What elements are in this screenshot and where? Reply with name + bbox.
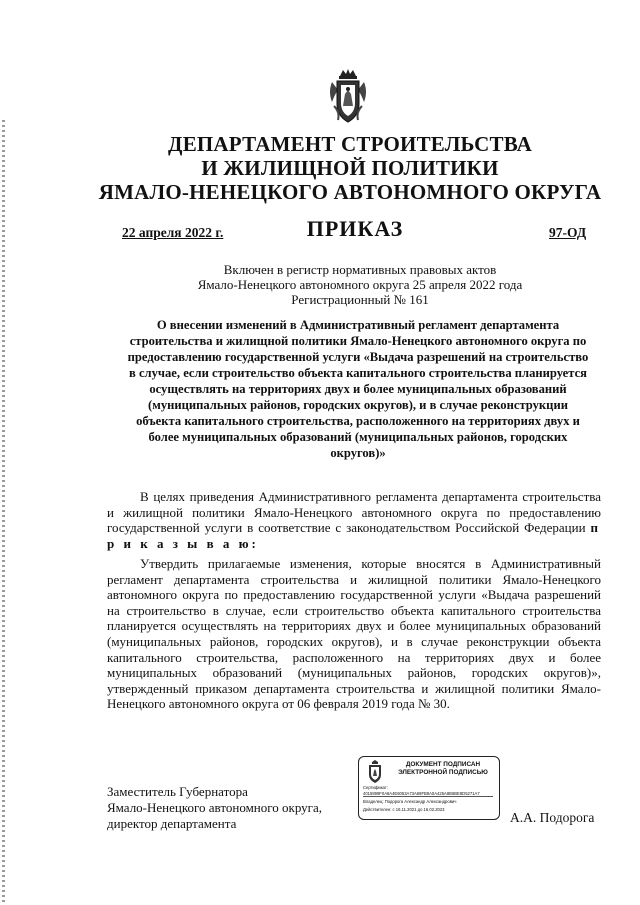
order-title: ПРИКАЗ [306, 216, 404, 241]
subject-line-3: предоставлению государственной услуги «Выдача разрешений на строительство [127, 350, 589, 364]
stamp-certificate-id: 4015899F0A8A4E6053A73A68FB8A0A425A8B6BE8D5271A7 [363, 791, 480, 796]
preamble-paragraph [107, 489, 601, 551]
stamp-header-1: ДОКУМЕНТ ПОДПИСАН [405, 761, 481, 768]
order-number: 97-ОД [549, 225, 587, 240]
registration-line-2: Ямало-Ненецкого автономного округа 25 апреля 2022 года [197, 277, 523, 292]
department-name-line-2: И ЖИЛИЩНОЙ ПОЛИТИКИ [201, 156, 499, 180]
department-name-line-3: ЯМАЛО-НЕНЕЦКОГО АВТОНОМНОГО ОКРУГА [98, 180, 602, 204]
preamble-text: В целях приведения Административного регламента департамента строительства и жилищной политики Ямало-Ненецкого автономного округа по предоставлению государственной услуги в соответствие с законодательством Российской Федерации [107, 489, 601, 536]
registration-line-3: Регистрационный № 161 [291, 292, 429, 307]
subject-line-2: строительства и жилищной политики Ямало-Ненецкого автономного округа по [129, 334, 587, 348]
subject-line-7: объекта капитального строительства, расположенного на территориях двух и [136, 414, 580, 428]
subject-line-1: О внесении изменений в Административный регламент департамента [156, 318, 560, 332]
department-name-line-1: ДЕПАРТАМЕНТ СТРОИТЕЛЬСТВА [168, 132, 532, 156]
stamp-header-2: ЭЛЕКТРОННОЙ ПОДПИСЬЮ [398, 769, 488, 776]
subject-line-4: в случае, если строительство объекта капитального строительства планируется [129, 366, 587, 380]
order-date: 22 апреля 2022 г. [122, 225, 224, 240]
order-directive: п р и к а з ы в а ю: [107, 520, 601, 551]
stamp-validity: Действителен: с 16.11.2021 до 16.02.2023 [363, 807, 445, 812]
subject-line-6: (муниципальных районов, городских округов), и в случае реконструкции [148, 398, 568, 412]
subject-line-5: осуществлять на территориях двух и более муниципальных образований [149, 382, 567, 396]
registration-line-1: Включен в регистр нормативных правовых актов [223, 262, 497, 277]
stamp-certificate-label: Сертификат: [363, 785, 388, 790]
subject-line-9: округов)» [330, 446, 386, 460]
coat-of-arms-icon [326, 68, 370, 126]
signer-position-line-3: директор департамента [107, 816, 237, 831]
order-paragraph: Утвердить прилагаемые изменения, которые вносятся в Административный регламент департамента строительства и жилищной политики Ямало-Ненецкого автономного округа по предоставлению государственной услуги «Выдача разрешений на строительство в случае, если строительство объекта капитального строительства планируется осуществлять на территориях двух и более муниципальных образований (муниципальных районов, городских округов), и в случае реконструкции объекта капитального строительства, расположенного на территориях двух и более муниципальных образований (муниципальных районов, городских округов)», утвержденный приказом департамента строительства и жилищной политики Ямало-Ненецкого автономного округа от 06 февраля 2019 года № 30. [107, 556, 601, 712]
emblem-seal-icon [363, 760, 387, 784]
electronic-signature-stamp [358, 756, 500, 820]
signer-position-line-2: Ямало-Ненецкого автономного округа, [107, 800, 323, 815]
signer-position-line-1: Заместитель Губернатора [107, 784, 248, 799]
stamp-owner: Владелец: Подорога Александр Александрович [363, 799, 457, 804]
subject-line-8: более муниципальных образований (муниципальных районов, городских [148, 430, 568, 444]
signer-name: А.А. Подорога [510, 810, 595, 825]
stamp-divider [363, 796, 493, 797]
